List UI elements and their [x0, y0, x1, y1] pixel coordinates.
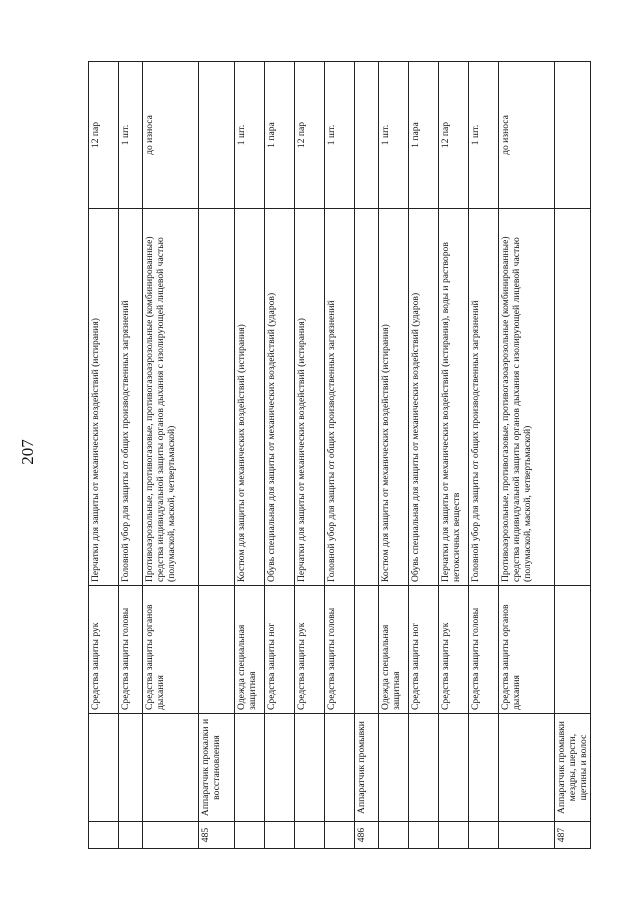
ppe-item: Костюм для защиты от механических воздействий (истирания): [379, 209, 409, 586]
ppe-category: Средства защиты ног: [409, 586, 439, 714]
ppe-category: Одежда специальная защитная: [379, 586, 409, 714]
row-number: 486: [355, 822, 379, 849]
ppe-category: [199, 586, 235, 714]
ppe-category: Средства защиты рук: [89, 586, 119, 714]
profession-name: [89, 714, 119, 822]
issue-norm: [555, 62, 591, 209]
profession-name: [499, 714, 555, 822]
row-number: 485: [199, 822, 235, 849]
ppe-category: Средства защиты ног: [265, 586, 295, 714]
issue-norm: 1 пара: [409, 62, 439, 209]
profession-name: [295, 714, 325, 822]
table-row: [235, 62, 265, 849]
ppe-category: Средства защиты рук: [439, 586, 469, 714]
issue-norm: 12 пар: [89, 62, 119, 209]
ppe-item: Противоаэрозольные, противогазовые, противогазоаэрозольные (комбинированные) средства индивидуальной защиты органов дыхания с изолирующей лицевой частью (полумаской, маской, четвертьмаской): [499, 209, 555, 586]
issue-norm: 1 шт.: [469, 62, 499, 209]
profession-name: [143, 714, 199, 822]
profession-name: [409, 714, 439, 822]
ppe-item: [355, 209, 379, 586]
row-number: 487: [555, 822, 591, 849]
table-row: [119, 62, 143, 849]
issue-norm: [355, 62, 379, 209]
issue-norm: 1 шт.: [325, 62, 355, 209]
profession-name: [379, 714, 409, 822]
row-number: [379, 822, 409, 849]
row-number: [235, 822, 265, 849]
ppe-table-frame: [88, 62, 589, 849]
table-row: [295, 62, 325, 849]
table-row: [439, 62, 469, 849]
row-number: [439, 822, 469, 849]
row-number: [89, 822, 119, 849]
row-number: [119, 822, 143, 849]
ppe-category: Средства защиты головы: [119, 586, 143, 714]
ppe-item: [199, 209, 235, 586]
table-row: [199, 62, 235, 849]
ppe-category: Средства защиты рук: [295, 586, 325, 714]
ppe-item: Перчатки для защиты от механических воздействий (истирания), воды и растворов нетоксичных веществ: [439, 209, 469, 586]
ppe-category: Средства защиты органов дыхания: [499, 586, 555, 714]
issue-norm: до износа: [143, 62, 199, 209]
ppe-category: [355, 586, 379, 714]
ppe-category: Одежда специальная защитная: [235, 586, 265, 714]
table-row: [379, 62, 409, 849]
issue-norm: до износа: [499, 62, 555, 209]
table-row: [265, 62, 295, 849]
issue-norm: 1 шт.: [119, 62, 143, 209]
ppe-item: Перчатки для защиты от механических воздействий (истирания): [89, 209, 119, 586]
ppe-category: [555, 586, 591, 714]
ppe-item: Обувь специальная для защиты от механических воздействий (ударов): [265, 209, 295, 586]
profession-name: Аппаратчик прокалки и восстановления: [199, 714, 235, 822]
ppe-item: Головной убор для защиты от общих производственных загрязнений: [469, 209, 499, 586]
ppe-category: Средства защиты органов дыхания: [143, 586, 199, 714]
profession-name: Аппаратчик промывки мездры, шерсти, щетины и волос: [555, 714, 591, 822]
table-row: [89, 62, 119, 849]
row-number: [265, 822, 295, 849]
table-row: [409, 62, 439, 849]
table-row: [499, 62, 555, 849]
ppe-item: Противоаэрозольные, противогазовые, противогазоаэрозольные (комбинированные) средства индивидуальной защиты органов дыхания с изолирующей лицевой частью (полумаской, маской, четвертьмаской): [143, 209, 199, 586]
issue-norm: 1 шт.: [379, 62, 409, 209]
ppe-item: Обувь специальная для защиты от механических воздействий (ударов): [409, 209, 439, 586]
row-number: [295, 822, 325, 849]
ppe-category: Средства защиты головы: [469, 586, 499, 714]
ppe-item: Головной убор для защиты от общих производственных загрязнений: [119, 209, 143, 586]
table-row: [555, 62, 591, 849]
profession-name: Аппаратчик промывки: [355, 714, 379, 822]
ppe-item: Перчатки для защиты от механических воздействий (истирания): [295, 209, 325, 586]
row-number: [409, 822, 439, 849]
ppe-category: Средства защиты головы: [325, 586, 355, 714]
table-row: [469, 62, 499, 849]
table-row: [355, 62, 379, 849]
profession-name: [469, 714, 499, 822]
profession-name: [119, 714, 143, 822]
issue-norm: 12 пар: [295, 62, 325, 209]
row-number: [143, 822, 199, 849]
issue-norm: 1 пара: [265, 62, 295, 209]
profession-name: [325, 714, 355, 822]
issue-norm: [199, 62, 235, 209]
row-number: [469, 822, 499, 849]
row-number: [499, 822, 555, 849]
issue-norm: 1 шт.: [235, 62, 265, 209]
table-row: [325, 62, 355, 849]
profession-name: [235, 714, 265, 822]
ppe-item: [555, 209, 591, 586]
issue-norm: 12 пар: [439, 62, 469, 209]
table-row: [143, 62, 199, 849]
profession-name: [265, 714, 295, 822]
ppe-norms-table: [88, 61, 591, 849]
row-number: [325, 822, 355, 849]
page-number: 207: [18, 439, 37, 465]
profession-name: [439, 714, 469, 822]
ppe-item: Головной убор для защиты от общих производственных загрязнений: [325, 209, 355, 586]
ppe-item: Костюм для защиты от механических воздействий (истирания): [235, 209, 265, 586]
